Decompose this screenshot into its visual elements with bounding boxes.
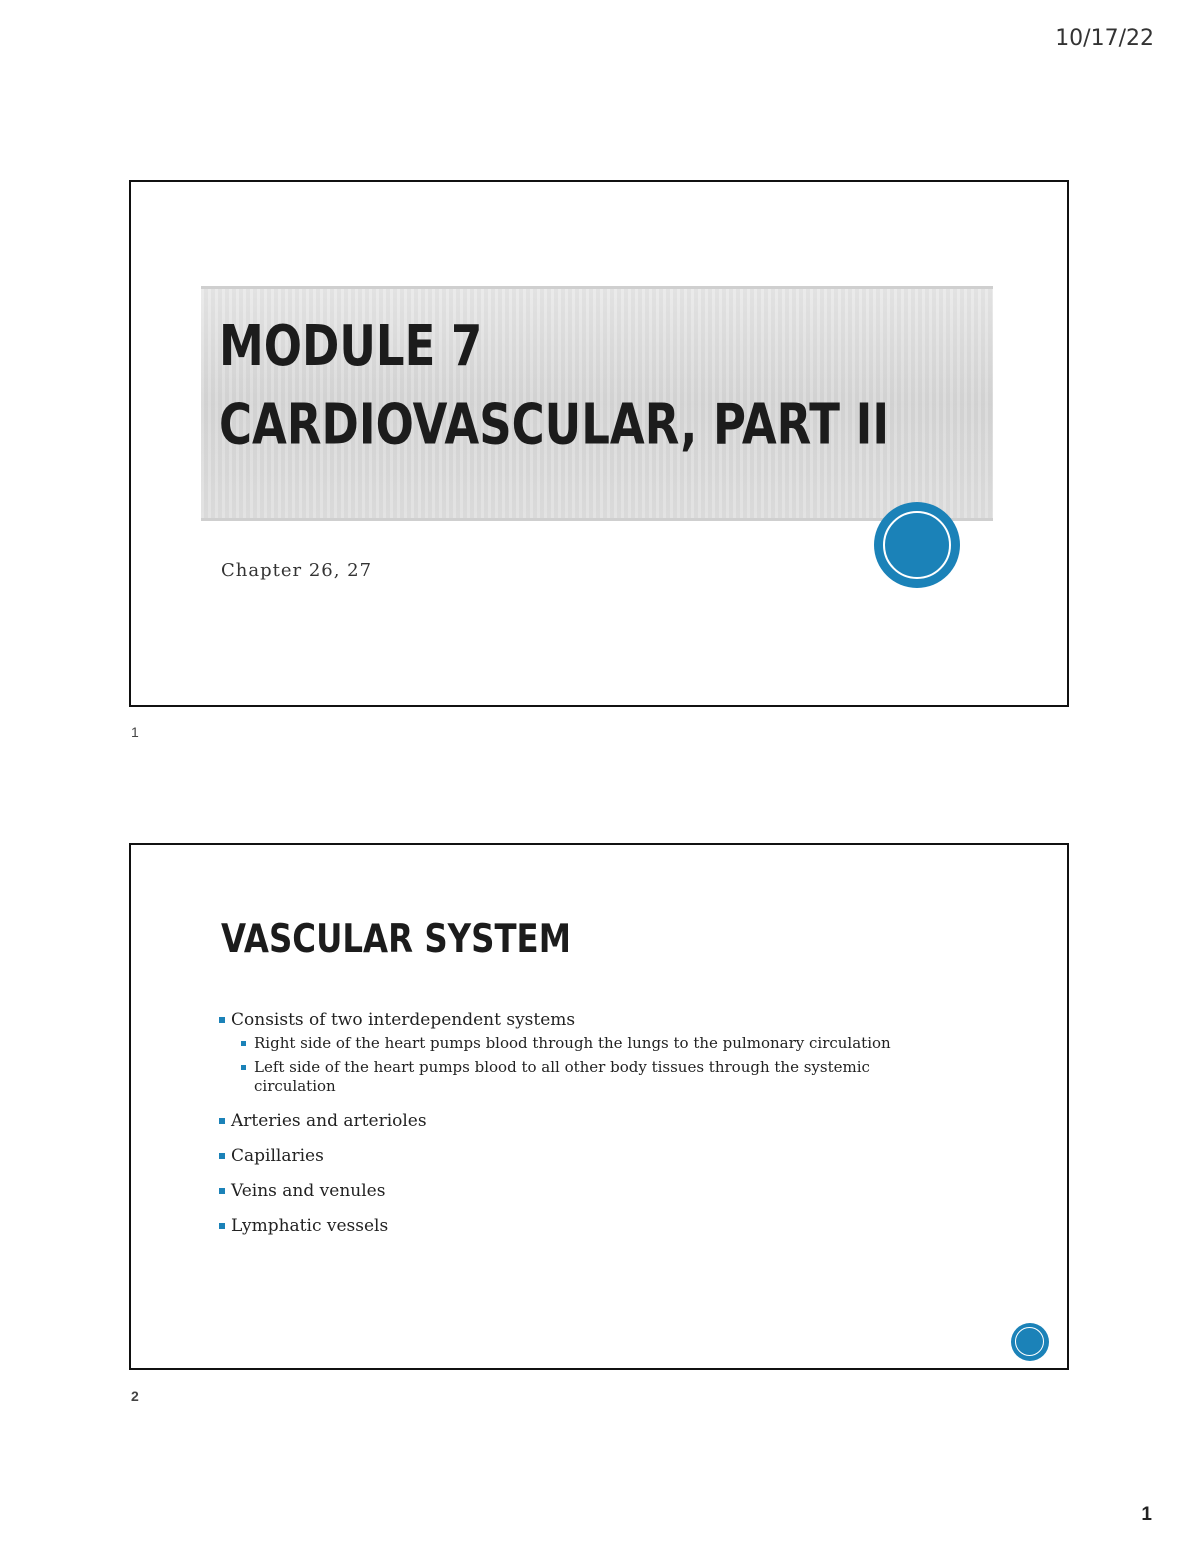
page-number: 1 [1141, 1504, 1152, 1525]
slide-number-2: 2 [131, 1388, 139, 1404]
sub-bullet-list [219, 1034, 939, 1096]
decorative-circle-icon [874, 502, 960, 588]
list-item: Right side of the heart pumps blood through the lungs to the pulmonary circulation [241, 1034, 939, 1053]
bullet-square-icon [219, 1118, 225, 1124]
list-item: Arteries and arterioles [219, 1110, 939, 1132]
bullet-square-icon [241, 1065, 246, 1070]
bullet-square-icon [219, 1223, 225, 1229]
print-date: 10/17/22 [1055, 26, 1154, 51]
bullet-square-icon [219, 1017, 225, 1023]
list-item: Capillaries [219, 1145, 939, 1167]
title-banner [201, 286, 993, 521]
slide-2 [129, 843, 1069, 1370]
slide-1 [129, 180, 1069, 707]
title-line-1: MODULE 7 [219, 313, 483, 379]
list-item: Consists of two interdependent systems [219, 1009, 939, 1031]
title-line-2: CARDIOVASCULAR, PART II [219, 392, 890, 458]
bullet-square-icon [219, 1188, 225, 1194]
list-item: Lymphatic vessels [219, 1215, 939, 1237]
slide-number-1: 1 [131, 724, 139, 740]
list-item: Left side of the heart pumps blood to all other body tissues through the systemic circulation [241, 1058, 939, 1096]
bullet-list [219, 1009, 939, 1250]
slide-2-title: VASCULAR SYSTEM [221, 917, 571, 963]
bullet-square-icon [241, 1041, 246, 1046]
decorative-circle-icon [1011, 1323, 1049, 1361]
list-item: Veins and venules [219, 1180, 939, 1202]
bullet-square-icon [219, 1153, 225, 1159]
slide-1-title [219, 307, 889, 464]
slide-1-subtitle: Chapter 26, 27 [221, 560, 373, 581]
